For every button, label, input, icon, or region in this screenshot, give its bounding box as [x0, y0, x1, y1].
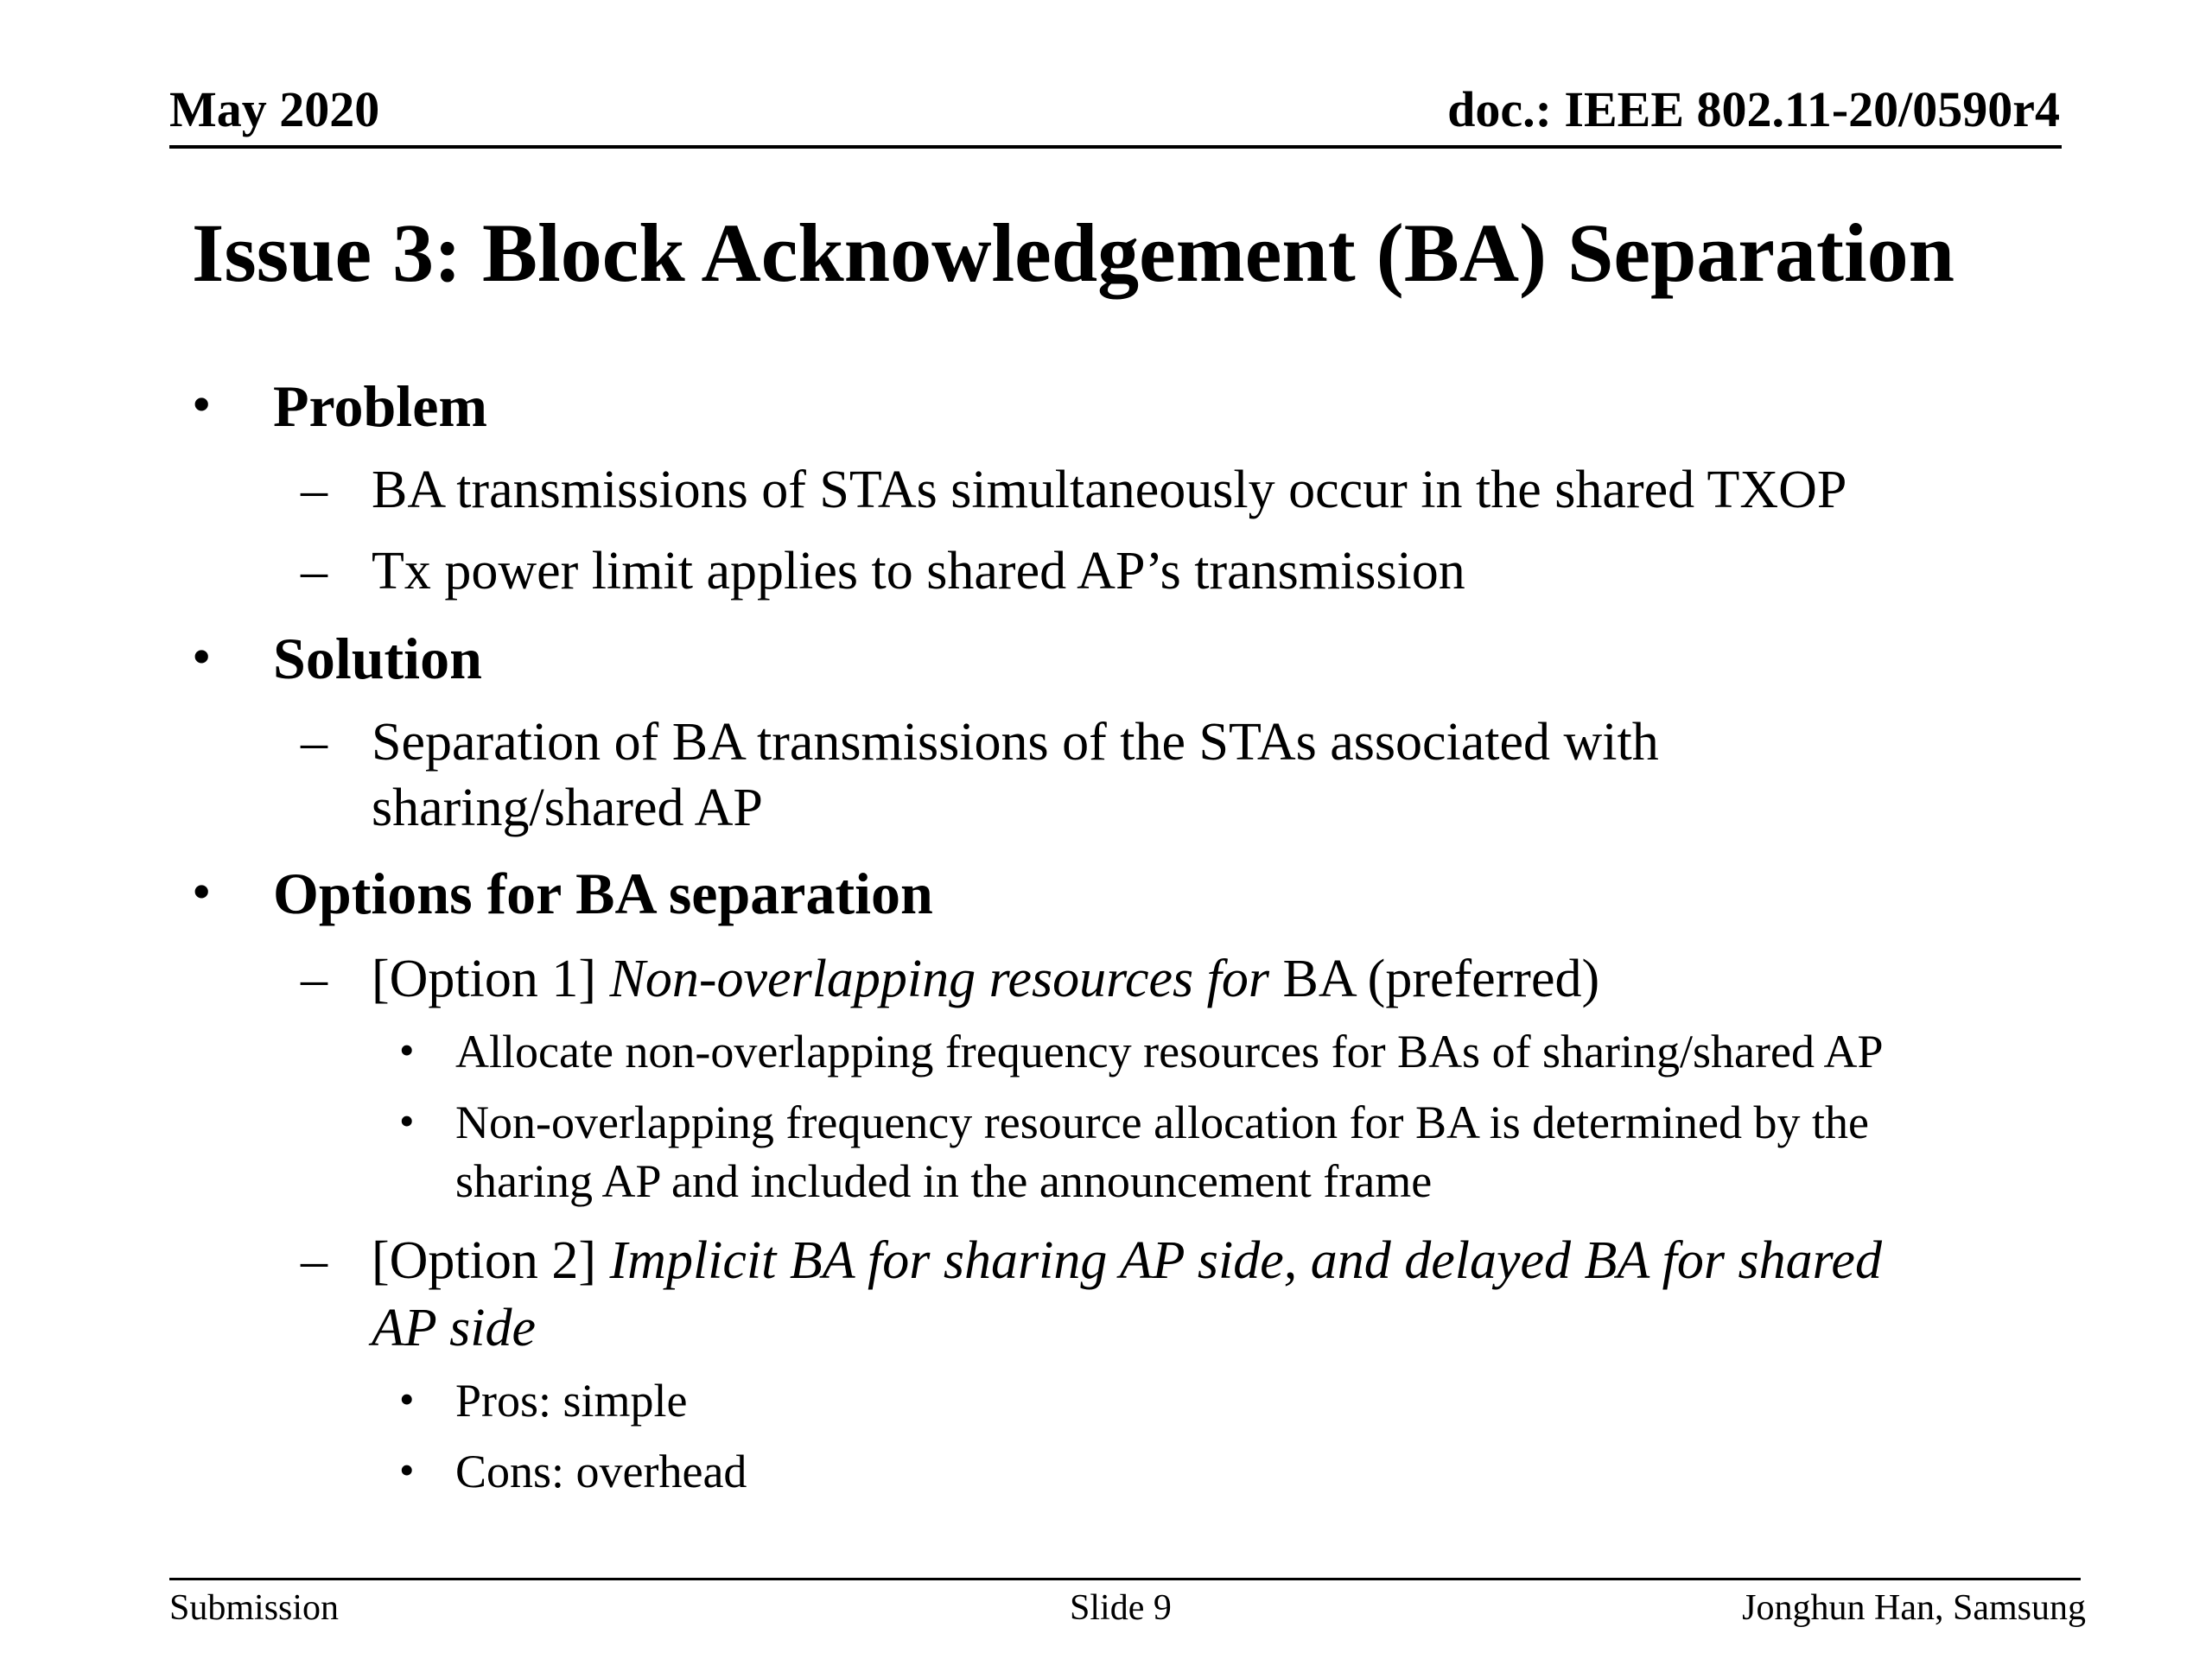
- footer-submission: Submission: [169, 1588, 340, 1628]
- option-2-prefix: [Option 2]: [372, 1231, 610, 1290]
- solution-item-line-2: sharing/shared AP: [372, 779, 763, 837]
- option-2-cons: Cons: overhead: [455, 1446, 747, 1497]
- footer-author: Jonghun Han, Samsung: [1742, 1588, 2086, 1628]
- slide-title: Issue 3: Block Acknowledgement (BA) Separation: [192, 207, 1955, 299]
- footer-slide-number: Slide 9: [1070, 1588, 1172, 1628]
- option-2-italic-1: Implicit BA for sharing AP side, and delayed BA for shared: [609, 1231, 1882, 1290]
- header-doc-id: doc.: IEEE 802.11-20/0590r4: [1447, 81, 2060, 137]
- option-1-subitem-1: Allocate non-overlapping frequency resources for BAs of sharing/shared AP: [455, 1026, 1884, 1077]
- problem-heading: Problem: [273, 373, 488, 439]
- footer-divider: [169, 1578, 2081, 1580]
- option-1-subitem-2-line-2: sharing AP and included in the announcement frame: [455, 1155, 1433, 1207]
- header-divider: [169, 145, 2062, 149]
- dash-icon: –: [301, 542, 327, 601]
- option-2-italic-2: AP side: [372, 1299, 536, 1357]
- option-1-line: [372, 952, 1599, 1006]
- option-1-suffix: BA (preferred): [1268, 950, 1600, 1008]
- solution-item-line-1: Separation of BA transmissions of the STAs associated with: [372, 713, 1659, 772]
- sub-bullet-icon: •: [399, 1026, 415, 1074]
- bullet-icon: •: [192, 373, 212, 435]
- option-1-prefix: [Option 1]: [372, 950, 610, 1008]
- sub-bullet-icon: •: [399, 1096, 415, 1145]
- dash-icon: –: [301, 950, 327, 1008]
- dash-icon: –: [301, 461, 327, 519]
- bullet-icon: •: [192, 626, 212, 687]
- dash-icon: –: [301, 1231, 327, 1290]
- sub-bullet-icon: •: [399, 1446, 415, 1494]
- option-1-subitem-2-line-1: Non-overlapping frequency resource allocation for BA is determined by the: [455, 1096, 1869, 1148]
- problem-item-2: Tx power limit applies to shared AP’s transmission: [372, 542, 1465, 601]
- problem-item-1: BA transmissions of STAs simultaneously occur in the shared TXOP: [372, 461, 1847, 519]
- options-heading: Options for BA separation: [273, 861, 933, 926]
- solution-heading: Solution: [273, 626, 482, 691]
- sub-bullet-icon: •: [399, 1375, 415, 1423]
- bullet-icon: •: [192, 861, 212, 922]
- option-2-line-1: [372, 1231, 1882, 1290]
- header-date: May 2020: [169, 81, 380, 137]
- dash-icon: –: [301, 713, 327, 772]
- option-1-italic: Non-overlapping resources for: [609, 950, 1269, 1008]
- option-2-pros: Pros: simple: [455, 1375, 688, 1427]
